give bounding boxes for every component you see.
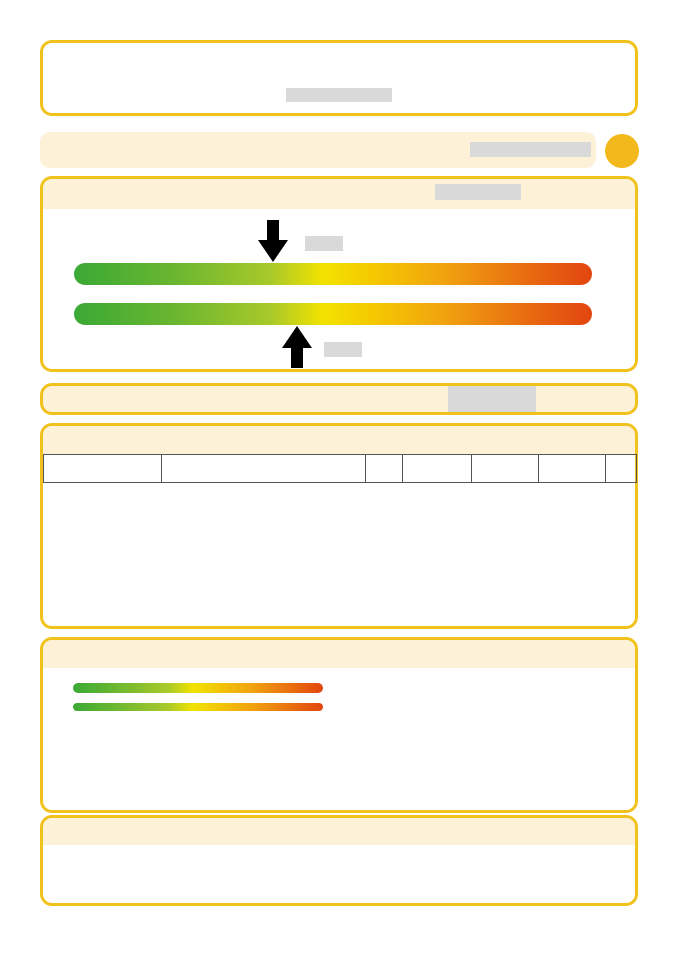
comparison-scale: [73, 683, 323, 693]
title-box: [40, 40, 638, 116]
primary-energy-value: [324, 342, 362, 357]
consumption-box-header: [43, 426, 635, 454]
end-energy-value: [305, 236, 343, 251]
primary-energy-arrow: [282, 326, 312, 368]
comparison-scale-bottom: [73, 703, 323, 711]
header-consumption: [403, 455, 472, 483]
building-consumption-value: [448, 386, 536, 412]
energy-scale-top: [74, 263, 592, 285]
consumption-table: [43, 454, 637, 483]
explanation-box-header: [43, 818, 635, 845]
header-primary-factor: [366, 455, 403, 483]
comparison-box-header: [43, 640, 635, 668]
header-heating: [539, 455, 606, 483]
header-climate-factor: [605, 455, 636, 483]
energy-box-header: [43, 179, 635, 209]
energy-scale-bottom: [74, 303, 592, 325]
header-hot-water: [472, 455, 539, 483]
end-energy-arrow: [258, 220, 288, 262]
header-carrier: [161, 455, 366, 483]
building-consumption-box: [40, 383, 638, 415]
ghg-value: [435, 184, 521, 200]
registration-number: [470, 142, 591, 157]
issue-date: [286, 88, 392, 102]
page-number-badge: [605, 134, 639, 168]
header-period: [44, 455, 162, 483]
